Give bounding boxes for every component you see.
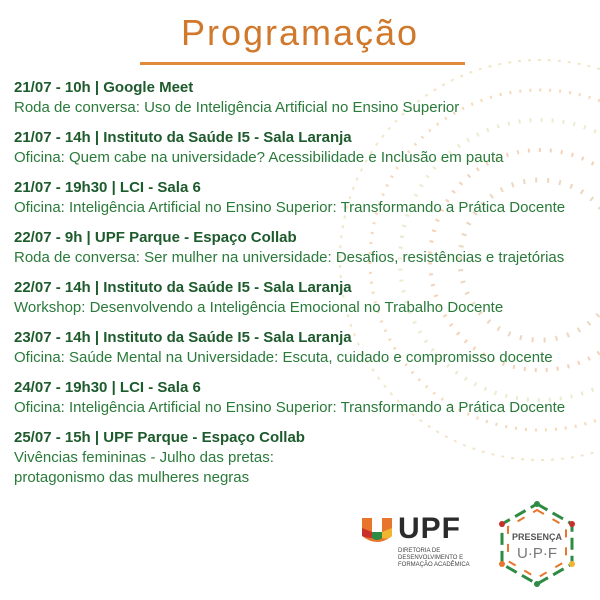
schedule-item (14, 228, 574, 268)
event-when: 24/07 - 19h30 | LCI - Sala 6 (14, 379, 201, 396)
event-what: Vivências femininas - Julho das pretas: protagonismo das mulheres negras (14, 449, 274, 486)
event-what: Oficina: Inteligência Artificial no Ensino Superior: Transformando a Prática Docente (14, 199, 566, 216)
event-when: 21/07 - 10h | Google Meet (14, 79, 194, 96)
schedule-item (14, 78, 574, 118)
schedule-item (14, 328, 574, 368)
event-when: 22/07 - 9h | UPF Parque - Espaço Collab (14, 229, 297, 246)
event-when: 25/07 - 15h | UPF Parque - Espaço Collab (14, 429, 305, 446)
logos-area (360, 500, 590, 590)
event-what: Workshop: Desenvolvendo a Inteligência Emocional no Trabalho Docente (14, 299, 504, 316)
upf-logo-subtitle: DIRETORIA DE DESENVOLVIMENTO E FORMAÇÃO ACADÊMICA (398, 548, 470, 568)
schedule-list (14, 78, 574, 498)
event-when: 22/07 - 14h | Instituto da Saúde I5 - Sala Laranja (14, 279, 352, 296)
event-what: Roda de conversa: Uso de Inteligência Artificial no Ensino Superior (14, 99, 460, 116)
event-what: Oficina: Saúde Mental na Universidade: Escuta, cuidado e compromisso docente (14, 349, 553, 366)
schedule-item (14, 278, 574, 318)
event-when: 21/07 - 19h30 | LCI - Sala 6 (14, 179, 201, 196)
event-when: 23/07 - 14h | Instituto da Saúde I5 - Sala Laranja (14, 329, 352, 346)
upf-logo-icon (360, 514, 394, 548)
schedule-item (14, 178, 574, 218)
event-when: 21/07 - 14h | Instituto da Saúde I5 - Sala Laranja (14, 129, 352, 146)
presenca-logo-top-text: PRESENÇA (511, 532, 563, 542)
page-title: Programação (180, 12, 420, 53)
title-underline (140, 62, 465, 65)
event-what: Roda de conversa: Ser mulher na universidade: Desafios, resistências e trajetórias (14, 249, 565, 266)
schedule-item (14, 428, 344, 488)
event-what: Oficina: Quem cabe na universidade? Acessibilidade e Inclusão em pauta (14, 149, 504, 166)
event-what: Oficina: Inteligência Artificial no Ensino Superior: Transformando a Prática Docente (14, 399, 566, 416)
schedule-item (14, 378, 574, 418)
presenca-upf-logo (492, 500, 582, 590)
presenca-logo-bottom-text: U·P·F (517, 545, 557, 562)
upf-logo-text: UPF (398, 512, 461, 545)
schedule-item (14, 128, 574, 168)
